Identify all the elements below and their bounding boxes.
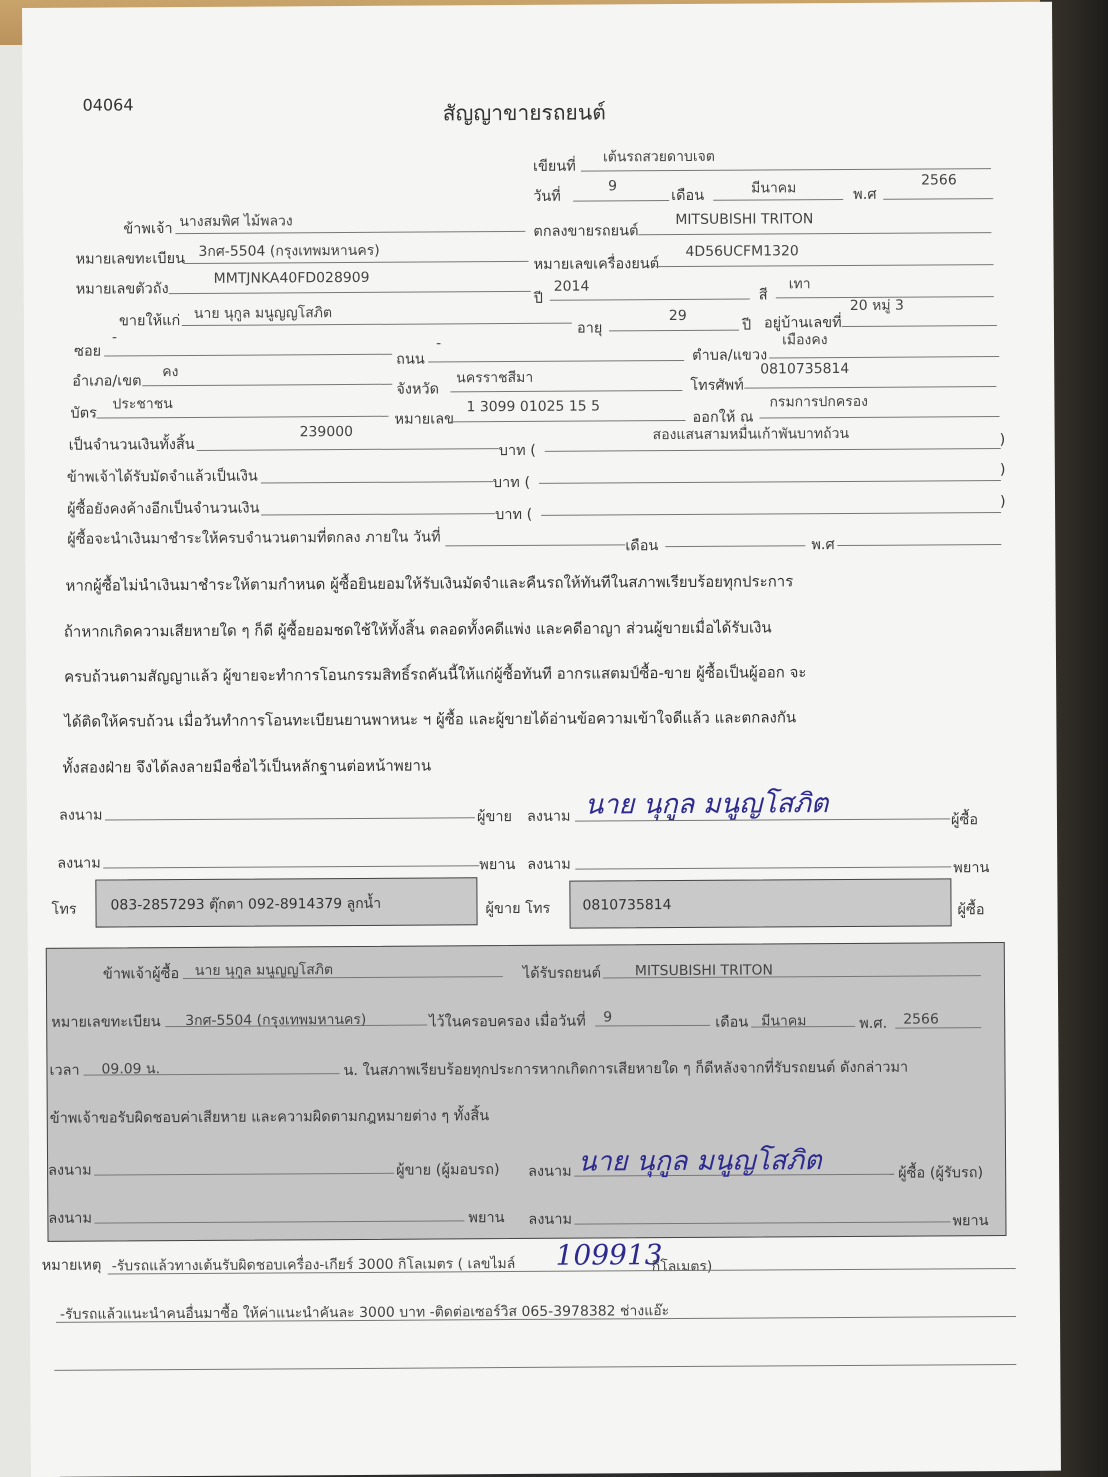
amphoe-label: อำเภอ/เขต [72, 373, 142, 390]
color-label: สี [758, 287, 768, 304]
amphoe-line [142, 384, 392, 387]
deposit-line [261, 481, 493, 483]
hold-day: 9 [603, 1009, 613, 1026]
card-line [97, 416, 389, 419]
body-line-3: ครบถ้วนตามสัญญาแล้ว ผู้ขายจะทำการโอนกรรมสิทธิ์รถคันนี้ให้แก่ผู้ซื้อทันที อากรแสตมป์ซื้อ-ขาย ผู้ซื้อเป็นผู้ออก จะ [64, 663, 807, 686]
note-3-line [54, 1364, 1016, 1371]
receipt-buyer: นาย นุกูล มนูญญโสภิต [194, 962, 334, 979]
witness2-sign-label: ลงนาม [527, 856, 571, 873]
note-1-unit: กิโลเมตร) [651, 1258, 713, 1276]
buyer-phone-box [569, 878, 951, 928]
time-value: 09.09 น. [101, 1061, 161, 1078]
phone-label: โทรศัพท์ [690, 377, 744, 394]
receipt-buyer-signature: นาย นุกูล มนูญโสภิต [577, 1145, 822, 1178]
witness1-role: พยาน [479, 857, 516, 874]
seller-sign-label: ลงนาม [58, 807, 103, 824]
house-label: อยู่บ้านเลขที่ [763, 314, 842, 332]
issued-label: ออกให้ ณ [692, 409, 754, 426]
id-label: หมายเลข [394, 411, 455, 428]
witness1-sign-line [103, 865, 479, 868]
province-line [450, 390, 682, 392]
due-year-label: พ.ศ [811, 537, 835, 554]
deposit-words-line [539, 480, 1001, 484]
house-value: 20 หมู่ 3 [849, 297, 904, 314]
phone-value: 0810735814 [760, 360, 850, 378]
car-year-line [550, 299, 750, 301]
amphoe-value: คง [162, 364, 179, 381]
buyer-name: นาย นุกูล มนูญญโสภิต [193, 305, 333, 322]
age-value: 29 [668, 307, 687, 325]
due-month-label: เดือน [625, 538, 659, 555]
id-line [451, 420, 686, 422]
deposit-baht: บาท ( [492, 474, 531, 492]
chassis-value: MMTJNKA40FD028909 [213, 269, 370, 287]
buyer-phone-role: ผู้ซื้อ [957, 902, 985, 919]
tambon-line [769, 356, 999, 358]
road-value: - [436, 335, 442, 352]
year-label: พ.ศ [853, 186, 877, 203]
color-value: เทา [788, 276, 811, 293]
buyer-phone: 0810735814 [582, 897, 672, 914]
receipt-buyer-role: ผู้ซื้อ (ผู้รับรถ) [898, 1165, 984, 1182]
written-at-label: เขียนที่ [532, 158, 576, 175]
receipt-witness2-line [574, 1221, 950, 1224]
responsibility-text: ข้าพเจ้าขอรับผิดชอบค่าเสียหาย และความผิดตามกฎหมายต่าง ๆ ทั้งสิ้น [49, 1108, 490, 1127]
written-at-value: เต้นรถสวยดาบเจต [602, 148, 715, 166]
issued-line [760, 416, 1000, 418]
total-baht: บาท ( [498, 442, 536, 460]
total-words: สองแสนสามหมื่นเก้าพันบาทถ้วน [652, 425, 850, 444]
hold-label: ไว้ในครอบครอง เมื่อวันที่ [429, 1013, 586, 1031]
hold-day-line [595, 1025, 710, 1027]
seller-name: นางสมพิศ ไม้พลวง [179, 213, 293, 231]
mileage-value: 109913 [555, 1238, 663, 1272]
car-year-value: 2014 [553, 278, 590, 295]
written-at-line [581, 168, 991, 172]
month-label: เดือน [671, 187, 705, 205]
date-label: วันที่ [533, 188, 561, 205]
receipt-witness1-line [94, 1220, 464, 1223]
receipt-seller-sign-line [94, 1173, 394, 1176]
hold-year: 2566 [903, 1011, 939, 1028]
tambon-label: ตำบล/แขวง [692, 347, 768, 364]
chassis-line [169, 291, 531, 294]
seller-sign-line [105, 817, 475, 820]
car-model: MITSUBISHI TRITON [675, 211, 814, 229]
house-line [842, 325, 997, 327]
receipt-plate-label: หมายเลขทะเบียน [51, 1014, 161, 1031]
age-label: อายุ [576, 320, 603, 337]
plate-value: 3กศ-5504 (กรุงเทพมหานคร) [198, 242, 380, 260]
card-label: บัตร [70, 405, 97, 422]
phone-line [744, 386, 996, 389]
total-value: 239000 [299, 423, 354, 441]
receipt-witness2-role: พยาน [952, 1213, 989, 1230]
engine-value: 4D56UCFM1320 [685, 243, 799, 260]
note-2: -รับรถแล้วแนะนำคนอื่นมาซื้อ ให้ค่าแนะนำคันละ 3000 บาท -ติดต่อเซอร์วิส 065-3978382 ช่างแอ๊ะ [59, 1303, 670, 1323]
owed-baht: บาท ( [495, 506, 533, 524]
seller-role: ผู้ขาย [476, 809, 513, 826]
road-label: ถนน [396, 351, 425, 368]
receipt-witness1-role: พยาน [468, 1210, 505, 1227]
body-line-1: หากผู้ซื้อไม่นำเงินมาชำระให้ตามกำหนด ผู้ซื้อยินยอมให้รับเงินมัดจำและคืนรถให้ทันทีในสภาพเรียบร้อยทุกประการ [65, 572, 794, 595]
time-label: เวลา [49, 1062, 80, 1079]
receipt-section [46, 942, 1007, 1242]
total-close: ) [999, 432, 1006, 449]
deposit-label: ข้าพเจ้าได้รับมัดจำแล้วเป็นเงิน [66, 468, 258, 486]
body-line-2: ถ้าหากเกิดความเสียหายใด ๆ ก็ดี ผู้ซื้อยอมชดใช้ให้ทั้งสิ้น ตลอดทั้งคดีแพ่ง และคดีอาญา ส่วนผู้ขายเมื่อได้รับเงิน [63, 618, 772, 641]
due-label: ผู้ซื้อจะนำเงินมาชำระให้ครบจำนวนตามที่ตกลง ภายใน วันที่ [67, 529, 441, 548]
due-day-line [445, 544, 625, 546]
witness1-sign-label: ลงนาม [57, 855, 101, 872]
due-year-line [837, 544, 1001, 546]
note-1: -รับรถแล้วทางเต้นรับผิดชอบเครื่อง-เกียร์ 3000 กิโลเมตร ( เลขไมล์ [111, 1256, 516, 1275]
receipt-buyer-label: ข้าพเจ้าผู้ซื้อ [102, 966, 180, 983]
tambon-value: เมืองคง [781, 332, 828, 349]
engine-line [656, 264, 994, 267]
buyer-role: ผู้ซื้อ [950, 812, 979, 829]
receipt-witness2-sign-label: ลงนาม [528, 1211, 573, 1228]
age-line [609, 330, 739, 332]
received-label: ได้รับรถยนต์ [522, 965, 602, 982]
chassis-label: หมายเลขตัวถัง [75, 281, 169, 298]
road-line [428, 360, 684, 363]
car-year-label: ปี [533, 290, 544, 307]
buyer-label: ขายให้แก่ [118, 313, 181, 330]
hold-month-label: เดือน [715, 1014, 749, 1031]
witness2-role: พยาน [953, 860, 990, 877]
province-label: จังหวัด [396, 381, 440, 398]
receipt-buyer-sign-label: ลงนาม [528, 1163, 572, 1180]
month-value: มีนาคม [751, 180, 797, 197]
total-label: เป็นจำนวนเงินทั้งสิ้น [68, 436, 195, 454]
total-words-line [545, 448, 1001, 452]
buyer-sign-label: ลงนาม [526, 808, 571, 825]
seller-phone-label: ผู้ขาย โทร [485, 900, 551, 918]
card-value: ประชาชน [112, 396, 173, 413]
body-line-4: ได้ติดให้ครบถ้วน เมื่อวันทำการโอนทะเบียนยานพาหนะ ฯ ผู้ซื้อ และผู้ขายได้อ่านข้อความเข้าใจดีแล้ว และตกลงกัน [64, 708, 797, 731]
total-line [197, 448, 499, 451]
phone-label: โทร [51, 901, 77, 918]
year-line [883, 198, 993, 200]
hold-year-label: พ.ศ. [859, 1015, 888, 1032]
receipt-plate: 3กศ-5504 (กรุงเทพมหานคร) [185, 1011, 367, 1030]
day-line [573, 200, 669, 202]
contract-paper [22, 2, 1061, 1477]
page-title: สัญญาขายรถยนต์ [442, 100, 606, 126]
due-month-line [665, 545, 805, 547]
hold-month: มีนาคม [761, 1013, 807, 1030]
engine-label: หมายเลขเครื่องยนต์ [533, 256, 660, 273]
owed-words-line [541, 512, 1001, 516]
seller-phone: 083-2857293 ตุ๊กตา 092-8914379 ลูกน้ำ [110, 895, 382, 914]
receipt-seller-role: ผู้ขาย (ผู้มอบรถ) [396, 1162, 500, 1179]
owed-label: ผู้ซื้อยังคงค้างอีกเป็นจำนวนเงิน [67, 500, 260, 518]
year-value: 2566 [921, 172, 957, 189]
agree-label: ตกลงขายรถยนต์ [533, 223, 639, 240]
buyer-signature: นาย นุกูล มนูญโสภิต [584, 788, 829, 821]
document-number: 04064 [82, 95, 134, 115]
notes-label: หมายเหตุ [41, 1257, 102, 1274]
id-value: 1 3099 01025 15 5 [466, 398, 601, 416]
received-car: MITSUBISHI TRITON [634, 962, 774, 980]
plate-label: หมายเลขทะเบียน [75, 251, 186, 268]
age-unit: ปี [741, 317, 752, 334]
witness2-sign-line [575, 866, 951, 869]
issued-value: กรมการปกครอง [769, 393, 869, 411]
soi-line [104, 354, 392, 357]
day-value: 9 [608, 178, 618, 195]
condition-text: น. ในสภาพเรียบร้อยทุกประการหากเกิดการเสียหายใด ๆ ก็ดีหลังจากที่รับรถยนต์ ดังกล่าวมา [343, 1059, 909, 1080]
soi-label: ซอย [74, 343, 102, 360]
seller-phone-box [95, 877, 477, 927]
receipt-witness1-sign-label: ลงนาม [48, 1210, 93, 1227]
owed-line [261, 513, 495, 515]
car-line [638, 232, 991, 235]
owed-close: ) [999, 494, 1006, 511]
body-line-5: ทั้งสองฝ่าย จึงได้ลงลายมือชื่อไว้เป็นหลักฐานต่อหน้าพยาน [62, 756, 432, 777]
soi-value: - [111, 329, 118, 346]
deposit-close: ) [999, 462, 1006, 479]
province-value: นครราชสีมา [456, 369, 534, 387]
receipt-seller-sign-label: ลงนาม [48, 1162, 92, 1179]
seller-label: ข้าพเจ้า [123, 221, 173, 238]
